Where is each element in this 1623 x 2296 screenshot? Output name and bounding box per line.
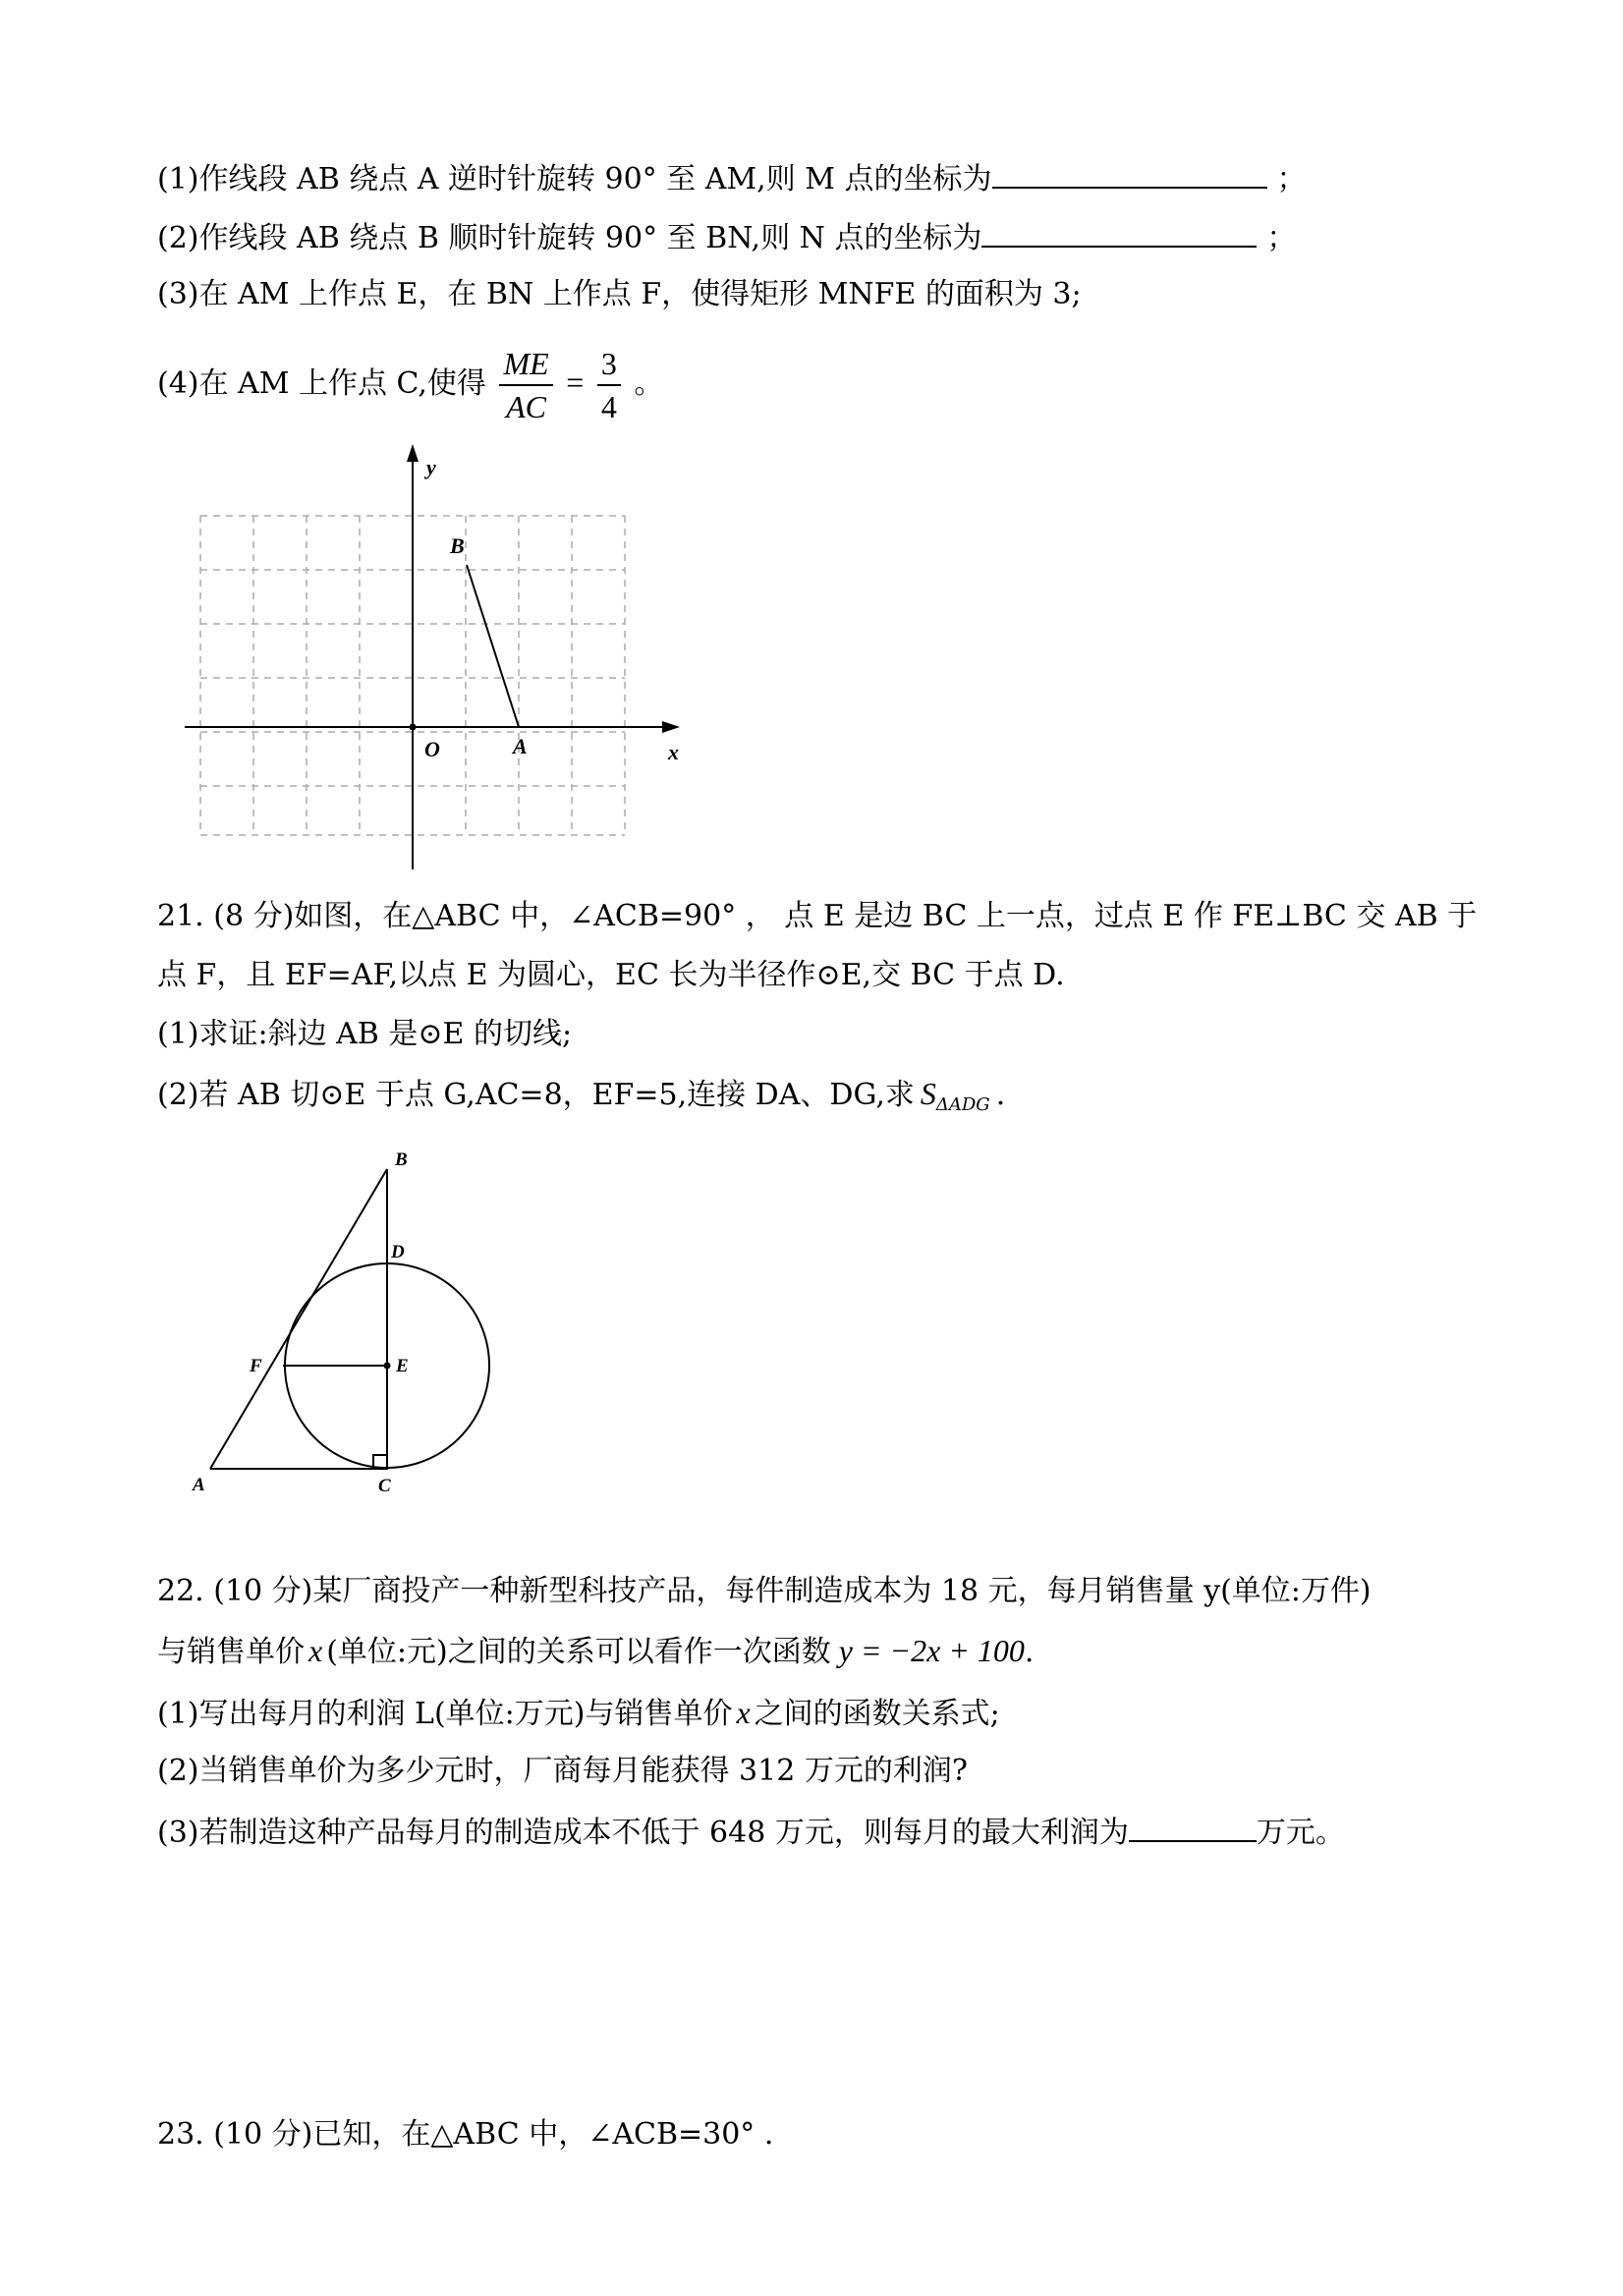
q20-part4-text: (4)在 AM 上作点 C,使得 (157, 366, 486, 401)
q21-line2: 点 F，且 EF=AF,以点 E 为圆心，EC 长为半径作⊙E,交 BC 于点 D. (157, 958, 1065, 992)
q20-part3: (3)在 AM 上作点 E，在 BN 上作点 F，使得矩形 MNFE 的面积为 3; (157, 277, 1082, 311)
fraction-three-quarters (597, 343, 621, 427)
q20-part2-end: ； (1266, 221, 1297, 255)
coordinate-grid-figure (177, 442, 707, 884)
q21-line1: 21. (8 分)如图，在△ABC 中，∠ACB=90° ， 点 E 是边 BC 上一点，过点 E 作 FE⊥BC 交 AB 于 (157, 899, 1478, 933)
variable-x: x (308, 1633, 323, 1668)
q20-part1-blank[interactable] (992, 157, 1267, 189)
fraction-denominator: 4 (600, 389, 617, 424)
q22-part2: (2)当销售单价为多少元时，厂商每月能获得 312 万元的利润? (157, 1754, 968, 1788)
fraction-denominator: AC (506, 389, 547, 424)
area-symbol: S (920, 1076, 936, 1111)
q20-part2 (157, 216, 1296, 258)
q22-line2-text: 与销售单价 (157, 1635, 305, 1669)
label-d: D (391, 1242, 405, 1262)
q22-part3-blank[interactable] (1129, 1811, 1257, 1842)
q22-part3 (157, 1811, 1345, 1853)
q22-part3-text: (3)若制造这种产品每月的制造成本不低于 648 万元，则每月的最大利润为 (157, 1816, 1129, 1850)
x-axis-label: x (668, 740, 679, 764)
label-e: E (396, 1356, 409, 1376)
q21-part2-end: . (995, 1078, 1006, 1112)
q21-part2-text: (2)若 AB 切⊙E 于点 G,AC=8，EF=5,连接 DA、DG,求 (157, 1078, 915, 1112)
label-a: A (193, 1475, 205, 1495)
label-b: B (395, 1149, 408, 1170)
label-c: C (378, 1476, 391, 1496)
fraction-me-ac (499, 343, 552, 427)
q21-part2 (157, 1074, 1005, 1125)
label-f: F (250, 1356, 262, 1376)
q22-part3-end: 万元。 (1256, 1816, 1345, 1850)
q20-part1-text: (1)作线段 AB 绕点 A 逆时针旋转 90° 至 AM,则 M 点的坐标为 (157, 162, 992, 196)
q23-line1: 23. (10 分)已知，在△ABC 中，∠ACB=30° . (157, 2117, 774, 2152)
q20-part2-blank[interactable] (981, 216, 1257, 248)
q20-part4 (157, 340, 663, 427)
q22-line2-end: . (1024, 1635, 1035, 1669)
variable-x: x (736, 1695, 751, 1730)
q22-part1 (157, 1693, 1000, 1734)
fraction-numerator: ME (499, 343, 552, 386)
segment-ab (467, 565, 519, 727)
fraction-numerator: 3 (597, 343, 621, 386)
origin-label: O (424, 737, 440, 761)
triangle-circle-figure (177, 1140, 531, 1503)
point-b-label: B (450, 533, 465, 558)
equals-sign: = (566, 364, 585, 400)
q22-line1: 22. (10 分)某厂商投产一种新型科技产品，每件制造成本为 18 元，每月销售量 y(单位:万件) (157, 1574, 1371, 1608)
q21-part1: (1)求证:斜边 AB 是⊙E 的切线; (157, 1017, 573, 1051)
y-axis-label: y (426, 455, 436, 479)
q20-part1-end: ； (1276, 162, 1307, 196)
axes (185, 444, 680, 869)
q22-line2 (157, 1631, 1034, 1672)
linear-function-formula: y = −2x + 100 (838, 1633, 1025, 1668)
q20-part1 (157, 157, 1307, 199)
q20-part4-end: 。 (634, 366, 664, 401)
q20-part2-text: (2)作线段 AB 绕点 B 顺时针旋转 90° 至 BN,则 N 点的坐标为 (157, 221, 982, 255)
origin-point (410, 724, 417, 731)
q22-part1-end: 之间的函数关系式; (754, 1697, 1000, 1731)
point-a-label: A (513, 734, 528, 758)
center-point-e (384, 1363, 391, 1370)
q22-part1-text: (1)写出每月的利润 L(单位:万元)与销售单价 (157, 1697, 733, 1731)
area-subscript: ΔADG (935, 1094, 990, 1115)
q22-line2-mid: (单位:元)之间的关系可以看作一次函数 (326, 1635, 831, 1669)
side-ab (210, 1169, 387, 1469)
